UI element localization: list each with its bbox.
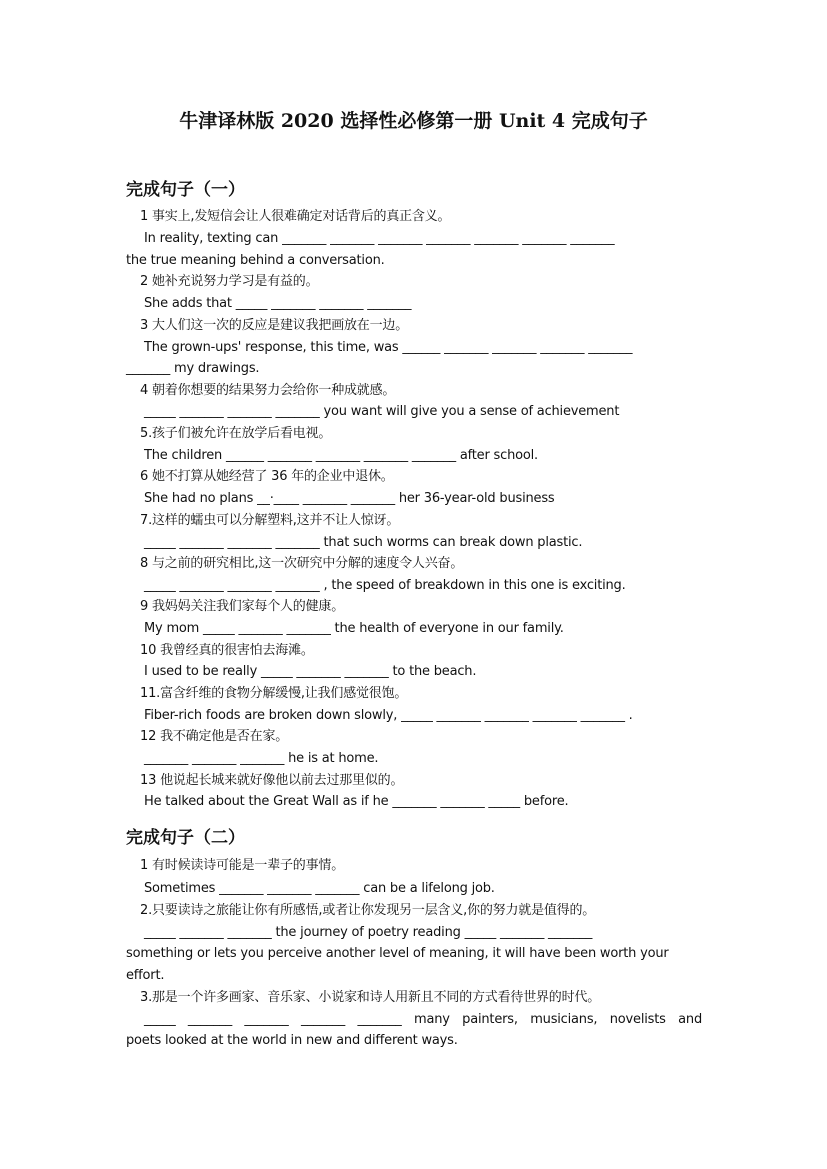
question-en-cont: _______ my drawings. [126,361,260,376]
question-zh: 6 她不打算从她经营了 36 年的企业中退休。 [140,469,394,484]
question-en-cont: effort. [126,968,165,983]
question-en: My mom _____ _______ _______ the health of everyone in our family. [144,621,564,636]
question-en: He talked about the Great Wall as if he _______ _______ _____ before. [144,794,569,809]
question-zh: 11.富含纤维的食物分解缓慢,让我们感觉很饱。 [140,686,408,701]
question-en: She adds that _____ _______ _______ _______ [144,296,412,311]
question-en-cont: something or lets you perceive another level of meaning, it will have been worth your [126,946,669,961]
section-heading-2: 完成句子（二） [126,828,245,848]
question-zh: 13 他说起长城来就好像他以前去过那里似的。 [140,773,404,788]
question-en: In reality, texting can _______ _______ _______ _______ _______ _______ _______ [144,231,615,246]
question-zh: 12 我不确定他是否在家。 [140,729,289,744]
question-zh: 10 我曾经真的很害怕去海滩。 [140,643,314,658]
question-zh: 1 有时候读诗可能是一辈子的事情。 [140,858,345,873]
question-zh: 4 朝着你想要的结果努力会给你一种成就感。 [140,383,396,398]
question-en-cont: poets looked at the world in new and different ways. [126,1033,458,1048]
question-en: Fiber-rich foods are broken down slowly, _____ _______ _______ _______ _______ . [144,708,633,723]
question-zh: 9 我妈妈关注我们家每个人的健康。 [140,599,345,614]
question-zh: 2 她补充说努力学习是有益的。 [140,274,319,289]
question-en: _____ _______ _______ _______ , the speed of breakdown in this one is exciting. [144,578,626,593]
question-en: She had no plans __·____ _______ _______ her 36-year-old business [144,491,555,506]
question-zh: 3 大人们这一次的反应是建议我把画放在一边。 [140,318,409,333]
question-en: _____ _______ _______ _______ you want will give you a sense of achievement [144,404,620,419]
question-en: I used to be really _____ _______ _______ to the beach. [144,664,477,679]
question-zh: 8 与之前的研究相比,这一次研究中分解的速度令人兴奋。 [140,556,464,571]
question-zh: 7.这样的蠕虫可以分解塑料,这并不让人惊讶。 [140,513,400,528]
question-en: The grown-ups' response, this time, was ______ _______ _______ _______ _______ [144,340,633,355]
question-zh: 5.孩子们被允许在放学后看电视。 [140,426,332,441]
question-en: _____ _______ _______ _______ _______ many painters, musicians, novelists and [144,1012,702,1027]
question-zh: 1 事实上,发短信会让人很难确定对话背后的真正含义。 [140,209,451,224]
question-zh: 3.那是一个许多画家、音乐家、小说家和诗人用新且不同的方式看待世界的时代。 [140,990,601,1005]
question-en: _____ _______ _______ the journey of poetry reading _____ _______ _______ [144,925,593,940]
question-en-cont: the true meaning behind a conversation. [126,253,385,268]
question-en: The children ______ _______ _______ _______ _______ after school. [144,448,538,463]
question-en: _______ _______ _______ he is at home. [144,751,379,766]
question-zh: 2.只要读诗之旅能让你有所感悟,或者让你发现另一层含义,你的努力就是值得的。 [140,903,596,918]
question-en: _____ _______ _______ _______ that such worms can break down plastic. [144,535,583,550]
section-heading-1: 完成句子（一） [126,180,245,200]
question-en: Sometimes _______ _______ _______ can be a lifelong job. [144,881,495,896]
page-title: 牛津译林版 2020 选择性必修第一册 Unit 4 完成句子 [179,110,648,132]
